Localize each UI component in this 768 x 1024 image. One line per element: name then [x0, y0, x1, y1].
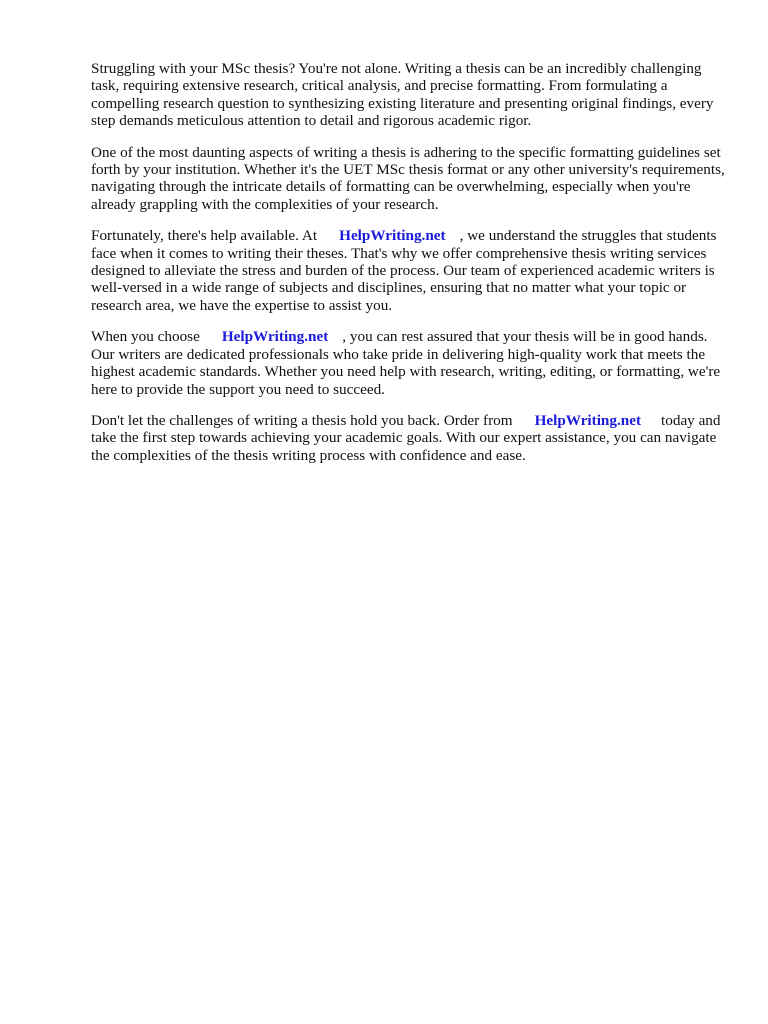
paragraph-text-after: , you can rest assured that your thesis will be in good hands. Our writers are dedicated professionals who take pride in delivering high-quality work that meets the highest academic standards. Whether you need help with research, writing, editing, or formatting, we're here to provide the support you need to succeed.: [91, 328, 721, 398]
paragraph-text-before: Fortunately, there's help available. At: [91, 227, 318, 245]
paragraph-text-after: today and take the first step towards achieving your academic goals. With our expert assistance, you can navigate the complexities of the thesis writing process with confidence and ease.: [91, 411, 721, 464]
paragraph-order: [91, 412, 727, 464]
helpwriting-link[interactable]: HelpWriting.net: [339, 227, 446, 245]
paragraph-text-after: , we understand the struggles that students face when it comes to writing their theses. That's why we offer comprehensive thesis writing services designed to alleviate the stress and burden of the process. Our team of experienced academic writers is well-versed in a wide range of subjects and disciplines, ensuring that no matter what your topic or research area, we have the expertise to assist you.: [91, 227, 717, 314]
paragraph-text-before: When you choose: [91, 328, 200, 346]
paragraph-text-before: Don't let the challenges of writing a thesis hold you back. Order from: [91, 411, 513, 429]
paragraph-text: One of the most daunting aspects of writing a thesis is adhering to the specific formatting guidelines set forth by your institution. Whether it's the UET MSc thesis format or any other university's requirements, navigating through the intricate details of formatting can be overwhelming, especially when you're already grappling with the complexities of your research.: [91, 143, 725, 213]
paragraph-intro: [91, 60, 727, 130]
paragraph-choose: [91, 328, 727, 398]
paragraph-formatting: [91, 144, 727, 214]
document-body: [91, 60, 727, 478]
helpwriting-link[interactable]: HelpWriting.net: [534, 411, 642, 429]
paragraph-text: Struggling with your MSc thesis? You're not alone. Writing a thesis can be an incredibly challenging task, requiring extensive research, critical analysis, and precise formatting. From formulating a compelling research question to synthesizing existing literature and presenting original findings, every step demands meticulous attention to detail and rigorous academic rigor.: [91, 60, 714, 130]
helpwriting-link[interactable]: HelpWriting.net: [221, 328, 329, 346]
paragraph-help-available: [91, 227, 727, 314]
